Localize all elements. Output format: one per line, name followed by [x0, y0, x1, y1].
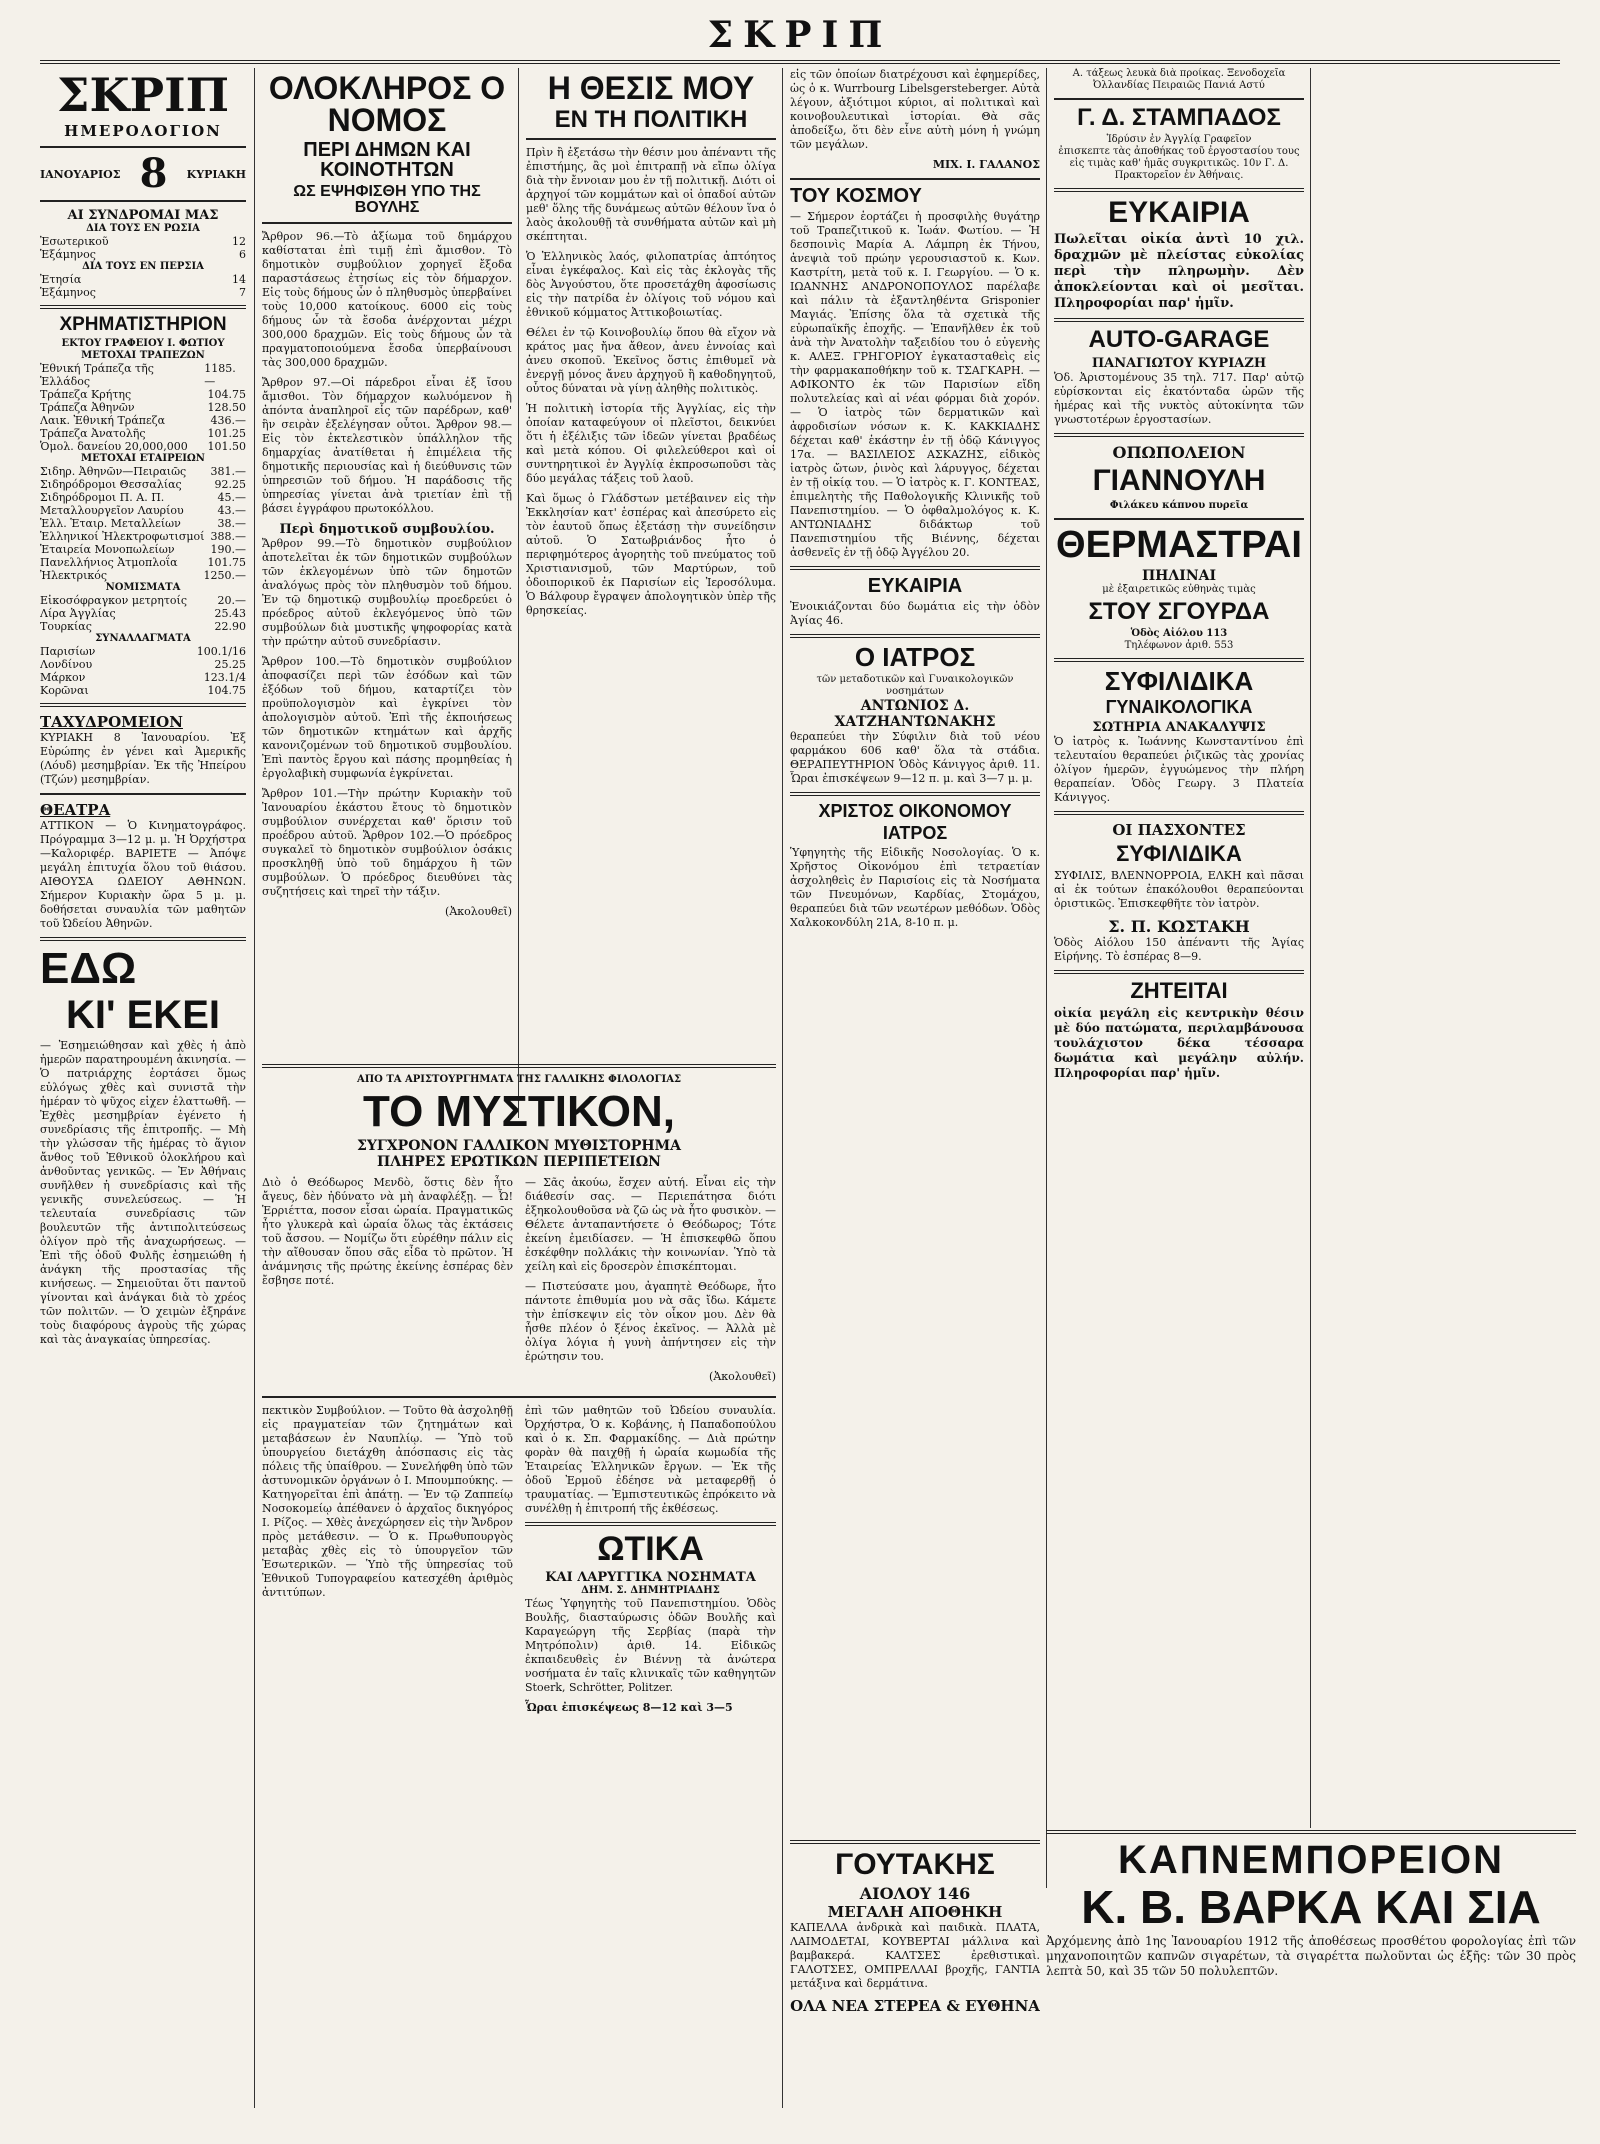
- row-value: 101.25: [207, 427, 246, 440]
- subscriptions-greece: ΔΙΑ ΤΟΥΣ ΕΝ ΡΩΣΙΑ: [86, 223, 200, 234]
- doctor-name: ΑΝΤΩΝΙΟΣ Δ. ΧΑΤΖΗΑΝΤΩΝΑΚΗΣ: [834, 698, 996, 730]
- row-value: 123.1/4: [203, 671, 246, 684]
- row-label: Λονδίνου: [40, 658, 93, 671]
- christos-title: ΙΑΤΡΟΣ: [882, 823, 948, 843]
- novel-subtitle-2: ΠΛΗΡΕΣ ΕΡΩΤΙΚΩΝ ΠΕΡΙΠΕΤΕΙΩΝ: [377, 1154, 661, 1170]
- subscriptions-list-abroad: [40, 273, 246, 299]
- column-rule: [782, 68, 783, 2108]
- edo-title: ΕΔΩ: [40, 944, 137, 993]
- row-label: Ἑλληνικοί Ἠλεκτροφωτισμοί: [40, 530, 205, 543]
- row-value: 101.75: [207, 556, 246, 569]
- table-row: [40, 286, 246, 299]
- column-2: [262, 68, 512, 1048]
- company-shares-title: ΜΕΤΟΧΑΙ ΕΤΑΙΡΕΙΩΝ: [81, 453, 205, 464]
- table-row: [40, 620, 246, 633]
- table-row: [40, 645, 246, 658]
- tobacco-company: Κ. Β. ΒΑΡΚΑ ΚΑΙ ΣΙΑ: [1081, 1881, 1541, 1933]
- christos-name: ΧΡΙΣΤΟΣ ΟΙΚΟΝΟΜΟΥ: [818, 801, 1012, 821]
- wanted-text: οἰκία μεγάλη εἰς κεντρικὴν θέσιν μὲ δύο πατώματα, περιλαμβάνουσα τουλάχιστον δέκα τέσσαρα δωμάτια καὶ μεγάλην αὐλήν. Πληροφορίαι παρ' ἡμῖν.: [1054, 1006, 1304, 1080]
- sale-title: ΕΥΚΑΙΡΙΑ: [1108, 196, 1250, 229]
- row-label: Πανελλήνιος Ἀτμοπλοΐα: [40, 556, 178, 569]
- column-rule: [254, 68, 255, 2108]
- grocer-name: ΓΙΑΝΝΟΥΛΗ: [1092, 464, 1266, 497]
- subscriptions-list: [40, 235, 246, 261]
- doctor-subtitle: τῶν μεταδοτικῶν καὶ Γυναικολογικῶν νοσημάτων: [816, 674, 1014, 697]
- politics-para-3: Θέλει ἐν τῷ Κοινοβουλίῳ ὅπου θὰ εἴχον νὰ κράτος μας ἤνα ἄθεον, ἀνευ ἐννοίας καὶ ἀνευ σκοποῦ. Ἐκεῖνος ὅστις ἐπιθυμεῖ νὰ ἐνεργῇ μόνος ἄνευ ἀρχηγοῦ ἢ καθοδηγητοῦ, οὗτος δύναται νὰ γίνῃ ἀληθὴς πολιτικὸς.: [526, 326, 776, 395]
- row-value: 436.—: [210, 414, 246, 427]
- opportunity-title: ΕΥΚΑΙΡΙΑ: [867, 575, 963, 597]
- wanted-title: ΖΗΤΕΙΤΑΙ: [1130, 978, 1228, 1003]
- ekei-title: ΚΙ' ΕΚΕΙ: [66, 993, 220, 1037]
- garage-title: AUTO-GARAGE: [1088, 326, 1270, 353]
- grocer-title: ΟΠΩΠΟΛΕΙΟΝ: [1112, 443, 1246, 462]
- law-continued: (Ἀκολουθεῖ): [445, 905, 512, 918]
- row-label: Ἑξάμηνος: [40, 286, 96, 299]
- stoves-text: μὲ ἐξαιρετικῶς εὐθηνὰς τιμὰς: [1102, 584, 1256, 595]
- politics-headline: Η ΘΕΣΙΣ ΜΟΥ: [547, 70, 755, 106]
- fx-title: ΣΥΝΑΛΛΑΓΜΑΤΑ: [95, 633, 191, 644]
- row-value: 45.—: [217, 491, 246, 504]
- law-headline: ΟΛΟΚΛΗΡΟΣ Ο ΝΟΜΟΣ: [268, 70, 506, 138]
- garage-owner: ΠΑΝΑΓΙΩΤΟΥ ΚΥΡΙΑΖΗ: [1091, 356, 1267, 371]
- law-para-4: Ἄρθρον 100.—Τὸ δημοτικὸν συμβούλιον ἀποφασίζει περὶ τῶν ἐσόδων καὶ τῶν ἐξόδων τοῦ δήμου, καταρτίζει τὸν προϋπολογισμὸν καὶ ἐγκρίνει τὸν ἀπολογισμὸν αὐτοῦ. Ἐπὶ τῆς ἐκποιήσεως τῶν δημοτικῶν κτημάτων καὶ ἀρχῆς κανονιζομένων τοῦ δημοτικοῦ συμβουλίου. Ἐπὶ παντὸς ἔργου καὶ πάσης προμηθείας ἡ ἐργολαβικὴ συμφωνία ἐγκρίνεται.: [262, 655, 512, 780]
- law-section-title: Περὶ δημοτικοῦ συμβουλίου.: [279, 522, 495, 537]
- bank-shares-title: ΜΕΤΟΧΑΙ ΤΡΑΠΕΖΩΝ: [81, 350, 205, 361]
- gyn-title: ΓΥΝΑΙΚΟΛΟΓΙΚΑ: [1105, 697, 1253, 717]
- column-3: [526, 68, 776, 1048]
- row-label: Ἠλεκτρικός: [40, 569, 108, 582]
- table-row: [40, 273, 246, 286]
- novel-pre-title: ΑΠΟ ΤΑ ΑΡΙΣΤΟΥΡΓΗΜΑΤΑ ΤΗΣ ΓΑΛΛΙΚΗΣ ΦΙΛΟΛΟΓΙΑΣ: [356, 1074, 682, 1085]
- politics-author: ΜΙΧ. Ι. ΓΑΛΑΝΟΣ: [932, 158, 1040, 171]
- syphilis-title: ΣΥΦΙΛΙΔΙΚΑ: [1104, 666, 1254, 696]
- otika-hours: Ὧραι ἐπισκέψεως 8—12 καὶ 3—5: [525, 1701, 733, 1714]
- table-row: [40, 414, 246, 427]
- otika-subtitle: ΚΑΙ ΛΑΡΥΓΓΙΚΑ ΝΟΣΗΜΑΤΑ: [545, 1570, 756, 1585]
- date-weekday: ΚΥΡΙΑΚΗ: [186, 167, 246, 181]
- row-value: 43.—: [217, 504, 246, 517]
- column-4: [790, 68, 1040, 1828]
- novel-columns: [262, 1176, 776, 1390]
- politics-para-1: Πρὶν ἢ ἐξετάσω τὴν θέσιν μου ἀπέναντι τῆς ἐπιστήμης, ἂς μοὶ ἐπιτραπῇ νὰ εἴπω ὀλίγα διὰ τὴν ἔννοιαν μου ἐν τῇ πολιτικῇ. Διότι οἱ ἀρχηγοί τῶν κομμάτων καὶ οἱ ὀπαδοί αὐτῶν μεθ' ὅλης τῆς δυνάμεως αὐτῶν θέλουν ἵνα ὁ λαὸς ἀκολουθῇ τὰ συνθήματα αὐτῶν καὶ μὴ σκέπτηται.: [526, 146, 776, 243]
- theatre-title: ΘΕΑΤΡΑ: [40, 801, 111, 819]
- garage-text: Ὁδ. Ἀριστομένους 35 τηλ. 717. Παρ' αὐτῷ εὑρίσκονται εἰς ἐκατόνταδα ὡρῶν τῆς ἡμέρας καὶ τῆς νυκτὸς αὐτοκίνητα τῶν γνωστοτέρων ἐργοστασίων.: [1054, 371, 1304, 426]
- news-text-2: ἐπὶ τῶν μαθητῶν τοῦ Ὠδείου συναυλία. Ὀρχήστρα, Ὁ κ. Κοβάνης, ἡ Παπαδοπούλου καὶ ὁ κ. Σπ. Φαρμακίδης. — Διὰ πρώτην φορὰν θὰ παιχθῇ ἡ ὡραία κωμωδία τῆς Ἑταιρείας Ἑλληνικῶν ἔργων. — Ἐκ τῆς ὁδοῦ Ἐρμοῦ ἐδέησε νὰ μεταφερθῇ ὁ τραυματίας. — Ἐμπιστευτικῶς ἐπρόκειτο νὰ συνέλθῃ ἡ ἐπιτροπή τῆς ἐκθέσεως.: [525, 1404, 776, 1515]
- row-value: 6: [239, 248, 246, 261]
- law-para-2: Ἄρθρον 97.—Οἱ πάρεδροι εἶναι ἐξ ἴσου ἄμισθοι. Τὸν δήμαρχον κωλυόμενον ἢ ἀπόντα ἀναπληροῖ εἷς τῶν παρέδρων, καθ' ἣν σειρὰν ἐξελέγησαν οὗτοι. Ἄρθρον 98.—Εἰς τὸν ἐκτελεστικὸν ὑπάλληλον τῆς δημαρχίας ἀνατίθεται ἡ ἐπιμέλεια τῆς δημοτικῆς περιουσίας καὶ ἡ διεύθυνσις τῶν ὑπηρεσιῶν τοῦ δήμου. Ἡ παράδοσις τῆς ὑπηρεσίας γίνεται ἀνὰ τριετίαν ἐπὶ τῇ βάσει ἐγγράφου πρωτοκόλλου.: [262, 376, 512, 515]
- date-month: ΙΑΝΟΥΑΡΙΟΣ: [40, 167, 121, 181]
- edo-text: — Ἐσημειώθησαν καὶ χθὲς ἡ ἀπὸ ἡμερῶν παρατηρουμένη ἀκινησία. — Ὁ πατριάρχης ἐορτάσει ὅμως εὐλόγως χθὲς καὶ συνιστᾶ τὴν ἡμέραν τὸ ψῦχος εἰχεν ἐλαττωθῆ. — Ἐχθὲς μεσημβρίαν ἐγένετο ἡ συνεδρίασις τῆς ἐπιτροπῆς. — Μὴ τὴν γλώσσαν τῆς ἡμέρας τὸ ἅγιον ἄνθος τοῦ Ἐθνικοῦ ὁλοκλήρου καὶ ἀνθοῦντας γενικῶς. — Ἐν Ἀθήναις συνῆλθεν ἡ συνεδρίασις καὶ τῆς γενικῆς συνελεύσεως. — Ἡ τελευταία συνεδρίασις τῶν βουλευτῶν τῆς ἀντιπολιτεύσεως ὀλίγον πρὸ τῆς ἀναχωρήσεως. — Ἐπὶ τῆς ὁδοῦ Φυλῆς ἐσημειώθη ἡ ἀνάγκη τῆς προστασίας τῆς κινήσεως. — Σημειοῦται ὅτι παντοῦ γίνονται καὶ ἀνάγκαι διὰ τὸ χρέος τῶν πολιτῶν. — Ὁ χειμὼν ἐξηράνε τοὺς διαφόρους ἀγροὺς τῆς χώρας καὶ τὰς ἀναγκαίας ὑπηρεσίας.: [40, 1039, 246, 1346]
- exchange-title: ΧΡΗΜΑΤΙΣΤΗΡΙΟΝ: [59, 314, 227, 335]
- law-para-1: Ἄρθρον 96.—Τὸ ἀξίωμα τοῦ δημάρχου καθίσταται ἐπὶ τιμῇ ἐπὶ ἄμισθον. Τὸ δημοτικὸν συμβούλιον χορηγεῖ ἔξοδα παραστάσεως ἐτησίως εἰς τὸν δήμαρχον. Εἰς τοὺς δήμους ὧν ὁ πληθυσμὸς ὑπερβαίνει τοὺς 10,000 κατοίκους. 6000 εἰς τοὺς δήμους ὧν τὰ ἔσοδα ἀνέρχονται μέχρι 300,000 δραχμῶν. Εἰς τοὺς δήμους ὧν τὰ πραγματοποιούμενα ἔσοδα ὑπερβαίνουσι τὰς 300,000 δραχμῶν.: [262, 230, 512, 369]
- column-5: [1054, 68, 1304, 1758]
- row-value: 25.43: [214, 607, 246, 620]
- paschontes-title: ΟΙ ΠΑΣΧΟΝΤΕΣ: [1112, 821, 1246, 839]
- opportunity-text: Ἐνοικιάζονται δύο δωμάτια εἰς τὴν ὁδὸν Ἀγίας 46.: [790, 600, 1040, 627]
- company-shares-table: [40, 465, 246, 582]
- currency-table: [40, 594, 246, 633]
- table-row: [40, 248, 246, 261]
- table-row: [40, 543, 246, 556]
- row-value: 1185.—: [204, 362, 236, 388]
- masthead-title: ΣΚΡΙΠ: [707, 14, 893, 56]
- goutakis-subtitle: ΜΕΓΑΛΗ ΑΠΟΘΗΚΗ: [827, 1903, 1003, 1921]
- stoves-subtitle: ΠΗΛΙΝΑΙ: [1141, 568, 1217, 584]
- row-value: 14: [232, 273, 246, 286]
- table-row: [40, 362, 246, 388]
- sgourda-phone: Τηλέφωνον ἀριθ. 553: [1124, 640, 1234, 651]
- christos-text: Ὑφηγητὴς τῆς Εἰδικῆς Νοσολογίας. Ὁ κ. Χρῆστος Οἰκονόμου ἐπὶ τετραετίαν ἀσχοληθεὶς ἐν Παρισίοις εἰς τὰ Νοσήματα τῶν Πνευμόνων, Καρδίας, Στομάχου, θεραπεύει διὰ τῶν νεωτέρων μεθόδων. Ὁδὸς Χαλκοκονδύλη 21Α, 8-10 π. μ.: [790, 846, 1040, 929]
- row-value: 381.—: [210, 465, 246, 478]
- row-label: Ἑταιρεία Μονοπωλείων: [40, 543, 175, 556]
- row-label: Μεταλλουργεῖον Λαυρίου: [40, 504, 184, 517]
- row-value: 190.—: [210, 543, 246, 556]
- tobacco-ad: [1046, 1830, 1576, 2110]
- paschontes-subtitle: ΣΥΦΙΛΙΔΙΚΑ: [1116, 841, 1242, 866]
- column-1: [40, 68, 246, 2108]
- row-value: 20.—: [217, 594, 246, 607]
- row-value: 12: [232, 235, 246, 248]
- column-rule: [1310, 68, 1311, 1828]
- kostaki-text: Ὁδὸς Αἰόλου 150 ἀπέναντι τῆς Ἁγίας Εἰρήνης. Τὸ ἑσπέρας 8—9.: [1054, 936, 1304, 963]
- row-label: Ὁμολ. δανείου 20,000,000: [40, 440, 188, 453]
- row-label: Κορῶναι: [40, 684, 89, 697]
- novel-subtitle-1: ΣΥΓΧΡΟΝΟΝ ΓΑΛΛΙΚΟΝ ΜΥΘΙΣΤΟΡΗΜΑ: [356, 1138, 682, 1154]
- table-row: [40, 401, 246, 414]
- novel-continued: (Ἀκολουθεῖ): [709, 1370, 776, 1383]
- row-value: 92.25: [214, 478, 246, 491]
- law-subheadline: ΠΕΡΙ ΔΗΜΩΝ ΚΑΙ ΚΟΙΝΟΤΗΤΩΝ: [303, 139, 471, 181]
- table-row: [40, 235, 246, 248]
- table-row: [40, 465, 246, 478]
- otika-title: ΩΤΙΚΑ: [597, 1530, 704, 1568]
- novel-col-right: [525, 1176, 776, 1390]
- table-row: [40, 504, 246, 517]
- table-row: [40, 671, 246, 684]
- table-row: [40, 440, 246, 453]
- theatre-text: ΑΤΤΙΚΟΝ — Ὁ Κινηματογράφος. Πρόγραμμα 3—12 μ. μ. Ἡ Ὀρχήστρα—Καλοριφέρ. ΒΑΡΙΕΤΕ — Ἀπόψε μεγάλη ἐπιτυχία ὅλου τοῦ θιάσου. ΑΙΘΟΥΣΑ ΩΔΕΙΟΥ ΑΘΗΝΩΝ. Σήμερον Κυριακὴν ὥρα 5 μ. μ. δοθήσεται συναυλία τῶν μαθητῶν τοῦ Ὠδείου Ἀθηνῶν.: [40, 819, 246, 930]
- kostaki-name: Σ. Π. ΚΩΣΤΑΚΗ: [1108, 917, 1250, 936]
- goutakis-text: ΚΑΠΕΛΛΑ ἀνδρικὰ καὶ παιδικὰ. ΠΛΑΤΑ, ΛΑΙΜΟΔΕΤΑΙ, ΚΟΥΒΕΡΤΑΙ μάλλινα καὶ βαμβακερά. ΚΑΛΤΣΕΣ ἐρεθιστικαὶ. ΓΑΛΟΤΣΕΣ, ΟΜΠΡΕΛΛΑΙ βροχῆς, ΓΑΝΤΙΑ μετάξινα καὶ δερμάτινα.: [790, 1921, 1040, 1990]
- politics-para-4: Ἡ πολιτικὴ ἱστορία τῆς Ἀγγλίας, εἰς τὴν ὁποίαν καταφεύγουν οἱ πλεῖστοι, δεικνύει ὅτι ἡ ἐξέλιξις τῶν ἰδεῶν γίνεται βραδέως καὶ μετὰ κόπου. Οἱ φιλελεύθεροι καὶ οἱ συντηρητικοὶ ἐν Ἀγγλίᾳ ἐκπροσωποῦσι τὰς δύο μεγάλας τάξεις τοῦ λαοῦ.: [526, 402, 776, 485]
- goutakis-name: ΓΟΥΤΑΚΗΣ: [835, 1848, 995, 1881]
- politics-continued: εἰς τῶν ὁποίων διατρέχουσι καὶ ἐφημερίδες, ὡς ὁ κ. Wurrbourg Libelsgersteberger. Αὐτὰ λέγουν, ἀξιότιμοι κύριοι, αἱ πολιτικαὶ καὶ κοινοβουλευτικαὶ ἱστορίαι. Θὰ σᾶς ἀποδείξω, ὅτι δὲν εἶνε αὐτὴ μόνη ἡ γνώμη τῶν μεγάλων.: [790, 68, 1040, 151]
- row-value: 22.90: [214, 620, 246, 633]
- paschontes-text: ΣΥΦΙΛΙΣ, ΒΛΕΝΝΟΡΡΟΙΑ, ΕΛΚΗ καὶ πᾶσαι αἱ ἐκ τούτων ἐπακόλουθοι θεραπεύονται ὁριστικῶς. Ἐπισκεφθῆτε τὸν ἰατρὸν.: [1054, 869, 1304, 910]
- table-row: [40, 530, 246, 543]
- bank-shares-table: [40, 362, 246, 453]
- otika-doctor: ΔΗΜ. Σ. ΔΗΜΗΤΡΙΑΔΗΣ: [581, 1585, 720, 1596]
- row-label: Παρισίων: [40, 645, 96, 658]
- row-label: Μάρκον: [40, 671, 86, 684]
- subscriptions-abroad: ΔΙΑ ΤΟΥΣ ΕΝ ΠΕΡΣΙΑ: [82, 261, 204, 272]
- row-label: Σιδηρόδρομοι Π. Α. Π.: [40, 491, 165, 504]
- table-row: [40, 658, 246, 671]
- society-title: ΤΟΥ ΚΟΣΜΟΥ: [790, 185, 922, 207]
- row-label: Λίρα Ἀγγλίας: [40, 607, 116, 620]
- ad-top-text: Α. τάξεως λευκὰ διὰ προίκας. Ξενοδοχεῖα Ὀλλανδίας Πειραιῶς Πανιά Αστύ: [1072, 68, 1286, 91]
- goutakis-ad: [790, 1840, 1040, 2110]
- row-value: 38.—: [217, 517, 246, 530]
- politics-para-5: Καὶ ὅμως ὁ Γλάδστων μετέβαινεν εἰς τὴν Ἐκκλησίαν κατ' ἑσπέρας καὶ ἀπεσύρετο εἰς τὸν ἑαυτοῦ ὅπως ἐξετάσῃ τὴν συνείδησιν αὐτοῦ. Ὁ Σατωβριάνδος ἦτο ὁ περιφημότερος ἀγορητὴς τοῦ πνεύματος τοῦ Χριστιανισμοῦ, τῶν Μαρτύρων, τοῦ ὁδοιπορικοῦ ἐκ Παρισίων εἰς Ἱεροσόλυμα. Ὁ Βάλφουρ ἔγραψεν ἀπολογητικὸν ὑπὲρ τῆς θρησκείας.: [526, 492, 776, 617]
- row-label: Ἑξάμηνος: [40, 248, 96, 261]
- row-label: Ἐσωτερικοῦ: [40, 235, 109, 248]
- novel-text-3: — Πιστεύσατε μου, ἀγαπητὲ Θεόδωρε, ἦτο πάντοτε ἐπιθυμία μου νὰ σᾶς ἴδω. Κάμετε τὴν ἐπίσκεψιν εἰς τὸν οἶκον μου. Δὲν θὰ ἦσθε πλέον ὁ ξένος ἐκεῖνος. — Ἀλλὰ μὲ ὀλίγα λόγια ἡ γυνὴ ἀπήντησεν εἰς τὴν ἐρώτησιν του.: [525, 1280, 776, 1363]
- news-text: πεκτικὸν Συμβούλιον. — Τοῦτο θὰ ἀσχοληθῇ εἰς πραγματείαν τῶν ζητημάτων καὶ μεταβάσεων ἐν Ναυπλίῳ. — Ὑπὸ τοῦ ὑπουργείου διετάχθη ἀπόσπασις εἰς τὰς πόλεις τῆς ὑπαίθρου. — Συνελήφθη ὑπὸ τῶν ἀστυνομικῶν ὀργάνων ὁ Ι. Μπουμπούκης. — Κατηγορεῖται ἐπὶ ἀπάτῃ. — Ἐν τῷ Ζαππείῳ Νοσοκομείῳ ἀπέθανεν ὁ ἀρχαῖος δικηγόρος Ι. Ρίζος. — Χθὲς ἀνεχώρησεν εἰς τὴν Ἄνδρον πρὸς μετάθεσιν. — Ὁ κ. Πρωθυπουργὸς μεταβὰς χθὲς εἰς τὸ ὑπουργεῖον τῶν Ἐσωτερικῶν. — Ὑπὸ τῆς ὑπηρεσίας τοῦ Ἐθνικοῦ Τυπογραφείου κατεσχέθη ἀριθμὸς ἀντιτύπων.: [262, 1404, 513, 1599]
- row-label: Τράπεζα Ἀθηνῶν: [40, 401, 135, 414]
- table-row: [40, 517, 246, 530]
- sgourda-address: Ὁδὸς Αἰόλου 113: [1130, 628, 1228, 639]
- masthead: [40, 10, 1560, 64]
- stampados-text: ἐπισκεπτε τὰς ἀποθήκας τοῦ ἐργοστασίου τους εἰς τιμὰς καθ' ἡμᾶς συγκριτικῶς. 10ν Γ. Δ. Πρακτορεῖον ἐν Ἀθήναις.: [1058, 146, 1300, 181]
- news-col-left: [262, 1404, 513, 1721]
- column-rule: [1046, 68, 1047, 1888]
- stoves-title: ΘΕΡΜΑΣΤΡΑΙ: [1056, 524, 1302, 566]
- goutakis-address: ΑΙΟΛΟΥ 146: [859, 1884, 971, 1903]
- soteria-text: Ὁ ἰατρὸς κ. Ἰωάννης Κωνσταντίνου ἐπὶ τελευταίου θεραπεύει ῥιζικῶς τὰς χρονίας ὀλίγον ἡμερῶν, ἐγγυώμενος τὴν πλήρη θεραπείαν. Ὁδὸς Γεωργ. 3 Πλατεία Κάνιγγος.: [1054, 735, 1304, 804]
- tobacco-spacer: [1046, 1760, 1576, 1830]
- almanac-title: ΣΚΡΙΠ: [56, 68, 230, 122]
- society-text: — Σήμερον ἑορτάζει ἡ προσφιλὴς θυγάτηρ τοῦ Τραπεζιτικοῦ κ. Ἰωάν. Φωτίου. — Ἡ δεσποινὶς Μαρία Α. Λάμπρη ἐκ Τήνου, ἀνεψιὰ τοῦ πρώην γερουσιαστοῦ κ. Κων. Καστρίτη, μετὰ τοῦ κ. Ι. Γεωργίου. — Ὁ κ. ΙΩΑΝΝΗΣ ΑΝΔΡΟΝΟΠΟΥΛΟΣ παρέλαβε καὶ πάλιν τὰ ἐξαντληθέντα Grisponier Μαγιάς. Ἐπίσης ὅλα τὰ σχετικὰ τῆς εὐρωπαϊκῆς ἐποχῆς. — Ἐπανῆλθεν ἐκ τοῦ ἀνὰ τὴν Ἀνατολὴν ταξειδίου του ὁ εὐγενὴς κ. ΑΛΕΞ. ΓΡΗΓΟΡΙΟΥ ἐγκατασταθεὶς εἰς τὴν φαρμακαποθήκην τοῦ κ. ΤΣΑΓΚΑΡΗ. — ΑΦΙΚΟΝΤΟ ἐκ τῶν Παρισίων εἴδη πολυτελείας καὶ αἱ νέαι φόρμαι διὰ χορόν. — Ὁ ἰατρὸς τῶν δερματικῶν καὶ ἀφροδισίων νόσων κ. Κ. ΚΑΚΚΙΑΔΗΣ δέχεται καθ' ἑκάστην ἐν τῇ ὁδῷ Κάνιγγος 17α. — ΒΑΣΙΛΕΙΟΣ ΑΣΚΑΖΗΣ, εἰδικὸς ἰατρὸς ὤτων, ῥινὸς καὶ λάρυγγος, δέχεται ἐν τῇ οἰκίᾳ του. — Ὁ ἰατρὸς κ. Γ. ΚΟΝΤΕΑΣ, ἐπιμελητὴς τῆς Παθολογικῆς Κλινικῆς τοῦ Πανεπιστημίου. — Ὁ ὀφθαλμολόγος κ. Κ. ΑΝΤΩΝΙΑΔΗΣ διδάκτωρ τοῦ Πανεπιστημίου τῆς Βιέννης, δέχεται ἀσθενεῖς ἐν τῇ ὁδῷ Ἀγγέλου 20.: [790, 210, 1040, 559]
- currency-title: ΝΟΜΙΣΜΑΤΑ: [105, 582, 181, 593]
- subscriptions-title: ΑΙ ΣΥΝΔΡΟΜΑΙ ΜΑΣ: [67, 208, 219, 223]
- novel-col-left: [262, 1176, 513, 1390]
- law-subheadline-2: ΩΣ ΕΨΗΦΙΣΘΗ ΥΠΟ ΤΗΣ ΒΟΥΛΗΣ: [293, 183, 481, 216]
- news-columns: [262, 1404, 776, 1721]
- date-line: [40, 150, 246, 197]
- novel-section: [262, 1058, 776, 2108]
- novel-title: ΤΟ ΜΥΣΤΙΚΟΝ,: [362, 1087, 676, 1136]
- politics-subheadline: ΕΝ ΤΗ ΠΟΛΙΤΙΚΗ: [554, 106, 748, 133]
- soteria-title: ΣΩΤΗΡΙΑ ΑΝΑΚΑΛΥΨΙΣ: [1092, 720, 1266, 735]
- novel-text-1: Διὸ ὁ Θεόδωρος Μενδὸ, ὅστις δὲν ἦτο ἄγευς, δὲν ἠδύνατο νὰ μὴ ἀναφλέξῃ. — Ὦ! Ἑρριέττα, ποσον εἶσαι ὡραία. Πραγματικῶς ἦτο γλυκερὰ καὶ ὡραία ὅλως τὰς ἐκτάσεις τοῦ ἄσσου. — Νομίζω ὅτι εὑρέθην πάλιν εἰς τὴν αἴθουσαν ὅπου σᾶς εἶδα τὸ πρῶτον. Ἡ ἀνάμνησις τῆς πρώτης ἐκείνης ἐσπέρας δὲν ἔσβησε ποτέ.: [262, 1176, 513, 1287]
- law-para-3: Ἄρθρον 99.—Τὸ δημοτικὸν συμβούλιον ἀποτελεῖται ἐκ τῶν δημοτικῶν συμβούλων τῶν ἐκλεγομένων ὑπὸ τῶν δημοτῶν ἀναλόγως πρὸς τὸν πληθυσμὸν τοῦ δήμου. Ἐν τῷ δημοτικῷ συμβουλίῳ προεδρεύει ὁ πρόεδρος αὐτοῦ ἐκλεγόμενος ὑπὸ τῶν συμβούλων διὰ μυστικῆς ψηφοφορίας κατὰ τὴν πρώτην αὐτοῦ συνεδρίασιν.: [262, 537, 512, 648]
- row-value: 1250.—: [203, 569, 246, 582]
- table-row: [40, 569, 246, 582]
- stampados-name: Γ. Δ. ΣΤΑΜΠΑΔΟΣ: [1077, 104, 1281, 131]
- grocer-subtitle: Φιλάκευ κάπνου πυρεῖα: [1109, 500, 1249, 511]
- news-col-right: [525, 1404, 776, 1721]
- row-value: 101.50: [207, 440, 246, 453]
- row-value: 128.50: [207, 401, 246, 414]
- exchange-subtitle: ΕΚΤΟΥ ΓΡΑΦΕΙΟΥ Ι. ΦΩΤΙΟΥ: [61, 338, 225, 349]
- novel-text-2: — Σᾶς ἀκούω, ἔσχεν αὐτή. Εἶναι εἰς τὴν διάθεσίν σας. — Περιεπάτησα διότι ἐξηκολουθοῦσα νὰ ζῶ ὡς νὰ ἦτο φυσικὸν. — Θέλετε ἀνταπαντήσετε ὁ Θεόδωρος; Τότε ἐκείνη ἐμειδίασεν. — Ἡ ἐπισκεφθῶ ὅπου ἐσκέφθην πολλάκις τὴν κοινωνίαν. Ὑπὸ τὰ χείλη καὶ εἰς δροσερὸν ἐπισκέπτομαι.: [525, 1176, 776, 1273]
- doctor-text: θεραπεύει τὴν Σύφιλιν διὰ τοῦ νέου φαρμάκου 606 καθ' ὅλα τὰ στάδια. ΘΕΡΑΠΕΥΤΗΡΙΟΝ Ὁδὸς Κάνιγγος ἀριθ. 11. Ὧραι ἐπισκέψεων 9—12 π. μ. καὶ 3—7 μ. μ.: [790, 730, 1040, 785]
- row-label: Τουρκίας: [40, 620, 92, 633]
- table-row: [40, 388, 246, 401]
- row-label: Τράπεζα Κρήτης: [40, 388, 132, 401]
- row-value: 7: [239, 286, 246, 299]
- doctor-title: Ο ΙΑΤΡΟΣ: [854, 642, 976, 672]
- stampados-subtitle: Ἱδρύσιν ἐν Ἀγγλίᾳ Γραφεῖον: [1106, 134, 1252, 145]
- table-row: [40, 684, 246, 697]
- row-label: Λαικ. Ἐθνική Τράπεζα: [40, 414, 166, 427]
- law-para-5: Ἄρθρον 101.—Τὴν πρώτην Κυριακὴν τοῦ Ἰανουαρίου ἑκάστου ἔτους τὸ δημοτικὸν συμβούλιον συνέρχεται καθ' ὅρισιν τοῦ προέδρου αὐτοῦ. Ἄρθρον 102.—Ὁ πρόεδρος συγκαλεῖ τὸ δημοτικὸν συμβούλιον ὁσάκις προσκληθῇ ὑπὸ τοῦ δημάρχου ἢ τῶν συμβούλων. Ὁ πρόεδρος διευθύνει τὰς συζητήσεις καὶ τηρεῖ τὴν τάξιν.: [262, 787, 512, 898]
- column-rule: [518, 68, 519, 1118]
- row-label: Ἐτησία: [40, 273, 82, 286]
- goutakis-footer: ΟΛΑ ΝΕΑ ΣΤΕΡΕΑ & ΕΥΘΗΝΑ: [790, 1997, 1040, 2015]
- table-row: [40, 427, 246, 440]
- table-row: [40, 607, 246, 620]
- row-value: 100.1/16: [196, 645, 246, 658]
- row-value: 104.75: [207, 684, 246, 697]
- row-label: Τράπεζα Ἀνατολῆς: [40, 427, 146, 440]
- table-row: [40, 491, 246, 504]
- table-row: [40, 478, 246, 491]
- tobacco-text: Ἀρχόμενης ἀπὸ 1ης Ἰανουαρίου 1912 τῆς ἀποθέσεως προσθέτου φορολογίας ἐπὶ τῶν μηχανοποιητῶν καπνῶν σιγαρέτων, τὰ σιγαρέττα πωλοῦνται ὡς ἑξῆς: τῶν 30 πρὸς λεπτὰ 50, καὶ 35 τῶν 50 πολυλεπτῶν.: [1046, 1934, 1576, 1978]
- date-day: 8: [139, 150, 168, 197]
- table-row: [40, 556, 246, 569]
- sgourda-name: ΣΤΟΥ ΣΓΟΥΡΔΑ: [1088, 598, 1270, 625]
- row-value: 104.75: [207, 388, 246, 401]
- post-text: ΚΥΡΙΑΚΗ 8 Ἰανουαρίου. Ἐξ Εὐρώπης ἐν γένει καὶ Ἀμερικῆς (Λόυδ) μεσημβρίαν. Ἐκ τῆς Ἠπείρου (Τζών) μεσημβρίαν.: [40, 731, 246, 786]
- row-value: 388.—: [210, 530, 246, 543]
- otika-text: Τέως Ὑφηγητὴς τοῦ Πανεπιστημίου. Ὁδὸς Βουλῆς, διασταύρωσις ὁδῶν Βουλῆς καὶ Καραγεώργη τῆς Σερβίας (παρὰ τὴν Μητρόπολιν) ἀριθ. 14. Εἰδικῶς ἐκπαιδευθεὶς ἐν Βιέννῃ τὰ ἀνώτερα νοσήματα ἐν ταῖς κλινικαῖς τῶν καθηγητῶν Stoerk, Schrötter, Politzer.: [525, 1597, 776, 1694]
- row-label: Εἰκοσόφραγκον μετρητοίς: [40, 594, 187, 607]
- tobacco-title: ΚΑΠΝΕΜΠΟΡΕΙΟΝ: [1117, 1838, 1505, 1882]
- sale-text: Πωλεῖται οἰκία ἀντὶ 10 χιλ. δραχμῶν μὲ πλείστας εὐκολίας περὶ τὴν πληρωμὴν. Δὲν ἀποκλείονται καὶ οἱ μεσῖται. Πληροφορίαι παρ' ἡμῖν.: [1054, 232, 1304, 311]
- almanac-subtitle: ΗΜΕΡΟΛΟΓΙΟΝ: [64, 122, 222, 140]
- politics-para-2: Ὁ Ἑλληνικὸς λαός, φιλοπατρίας ἀπτόητος εἶναι ἐγκέφαλος. Καὶ εἰς τὰς ἐκλογὰς τῆς δὸς Ἀνγούστου, ὅτε προσετάχθη ἀφοσίωσις εἰς τὴν πατρίδα ἐν ὀλίγοις τοῦ νόμου καὶ ἐθνικοῦ κόμματος Ἀττικοβοιωτίας.: [526, 250, 776, 319]
- row-label: Σιδηρ. Ἀθηνῶν—Πειραιῶς: [40, 465, 187, 478]
- row-label: Ἑλλ. Ἑταιρ. Μεταλλείων: [40, 517, 181, 530]
- post-title: ΤΑΧΥΔΡΟΜΕΙΟΝ: [40, 713, 183, 731]
- row-label: Ἐθνική Τράπεζα τῆς Ἑλλάδος: [40, 362, 154, 388]
- row-value: 25.25: [214, 658, 246, 671]
- fx-table: [40, 645, 246, 697]
- row-label: Σιδηρόδρομοι Θεσσαλίας: [40, 478, 182, 491]
- table-row: [40, 594, 246, 607]
